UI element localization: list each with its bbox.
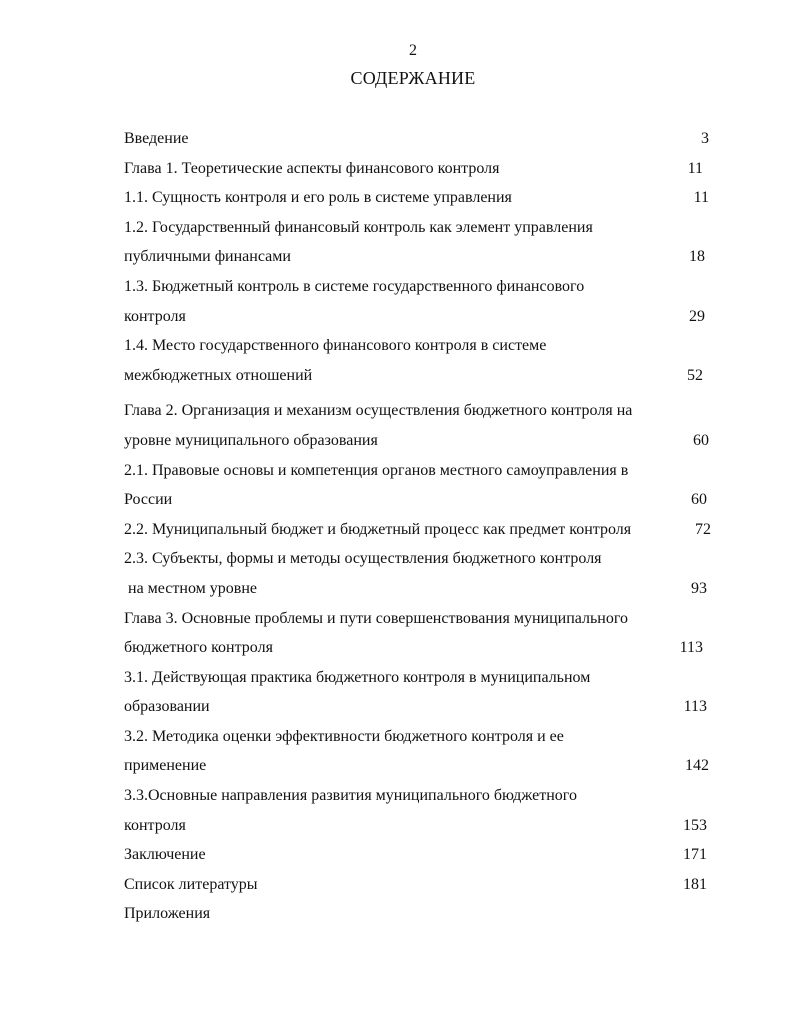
toc-entry-conclusion [124, 840, 709, 870]
toc-entry-title-continued: контроля [124, 307, 186, 325]
toc-entry-title-continued: уровне муниципального образования [124, 431, 378, 449]
toc-entry-title: Глава 1. Теоретические аспекты финансового контроля [124, 159, 500, 177]
toc-entry-page: 181 [683, 875, 707, 893]
toc-entry-2-3 [124, 544, 709, 603]
toc-entry-title: 2.3. Субъекты, формы и методы осуществления бюджетного контроля [124, 550, 602, 568]
toc-entry-title: 3.2. Методика оценки эффективности бюджетного контроля и ее [124, 727, 564, 745]
toc-entry-chapter-3 [124, 604, 709, 663]
toc-entry-2-1 [124, 456, 709, 515]
toc-entry-page: 142 [685, 757, 709, 775]
toc-entry-page: 11 [687, 159, 703, 177]
toc-entry-2-2 [124, 515, 709, 545]
toc-entry-title: 1.4. Место государственного финансового контроля в системе [124, 337, 547, 355]
toc-entry-page: 93 [691, 579, 707, 597]
toc-entry-3-2 [124, 722, 709, 781]
toc-entry-chapter-1 [124, 154, 709, 184]
toc-entry-3-1 [124, 663, 709, 722]
toc-entry-title-continued: России [124, 491, 173, 509]
toc-entry-chapter-2 [124, 396, 709, 455]
toc-entry-title: 3.3.Основные направления развития муниципального бюджетного [124, 787, 577, 805]
toc-entry-title-continued: на местном уровне [124, 579, 257, 597]
table-of-contents [124, 124, 709, 929]
toc-entry-title-continued: публичными финансами [124, 248, 291, 266]
toc-entry-1-3 [124, 272, 709, 331]
toc-entry-title: 1.1. Сущность контроля и его роль в системе управления [124, 189, 512, 207]
toc-entry-page: 60 [691, 491, 707, 509]
toc-entry-title: Список литературы [124, 875, 258, 893]
toc-entry-title: Глава 2. Организация и механизм осуществления бюджетного контроля на [124, 402, 633, 420]
toc-entry-title: 2.2. Муниципальный бюджет и бюджетный процесс как предмет контроля [124, 520, 632, 538]
toc-entry-page: 153 [683, 816, 707, 834]
toc-entry-page: 11 [693, 189, 709, 207]
toc-entry-title: 1.3. Бюджетный контроль в системе государственного финансового [124, 277, 585, 295]
toc-entry-title: Приложения [124, 905, 211, 923]
toc-entry-1-2 [124, 213, 709, 272]
toc-entry-page: 52 [687, 366, 703, 384]
toc-entry-appendices [124, 899, 709, 929]
toc-entry-title: Заключение [124, 846, 206, 864]
toc-entry-title: Введение [124, 130, 189, 147]
toc-entry-1-4 [124, 331, 709, 390]
toc-entry-page: 60 [693, 431, 709, 449]
toc-entry-page: 113 [683, 698, 707, 716]
toc-entry-page: 113 [679, 639, 703, 657]
page-title: СОДЕРЖАНИЕ [350, 68, 476, 88]
toc-entry-title-continued: бюджетного контроля [124, 639, 273, 657]
toc-entry-1-1 [124, 183, 709, 213]
toc-entry-page: 3 [701, 130, 709, 147]
toc-entry-title-continued: образовании [124, 698, 210, 716]
toc-entry-page: 29 [689, 307, 705, 325]
toc-entry-introduction [124, 124, 709, 154]
toc-entry-page: 171 [683, 846, 707, 864]
toc-entry-page: 72 [695, 520, 711, 538]
toc-entry-title: 1.2. Государственный финансовый контроль как элемент управления [124, 218, 593, 236]
toc-entry-title: 2.1. Правовые основы и компетенция органов местного самоуправления в [124, 461, 629, 479]
toc-entry-title-continued: применение [124, 757, 207, 775]
toc-entry-title-continued: контроля [124, 816, 186, 834]
toc-entry-title: 3.1. Действующая практика бюджетного контроля в муниципальном [124, 668, 591, 686]
toc-entry-bibliography [124, 870, 709, 900]
toc-entry-3-3 [124, 781, 709, 840]
page-number: 2 [409, 42, 417, 59]
toc-entry-page: 18 [689, 248, 705, 266]
toc-entry-title: Глава 3. Основные проблемы и пути совершенствования муниципального [124, 609, 629, 627]
toc-entry-title-continued: межбюджетных отношений [124, 366, 313, 384]
